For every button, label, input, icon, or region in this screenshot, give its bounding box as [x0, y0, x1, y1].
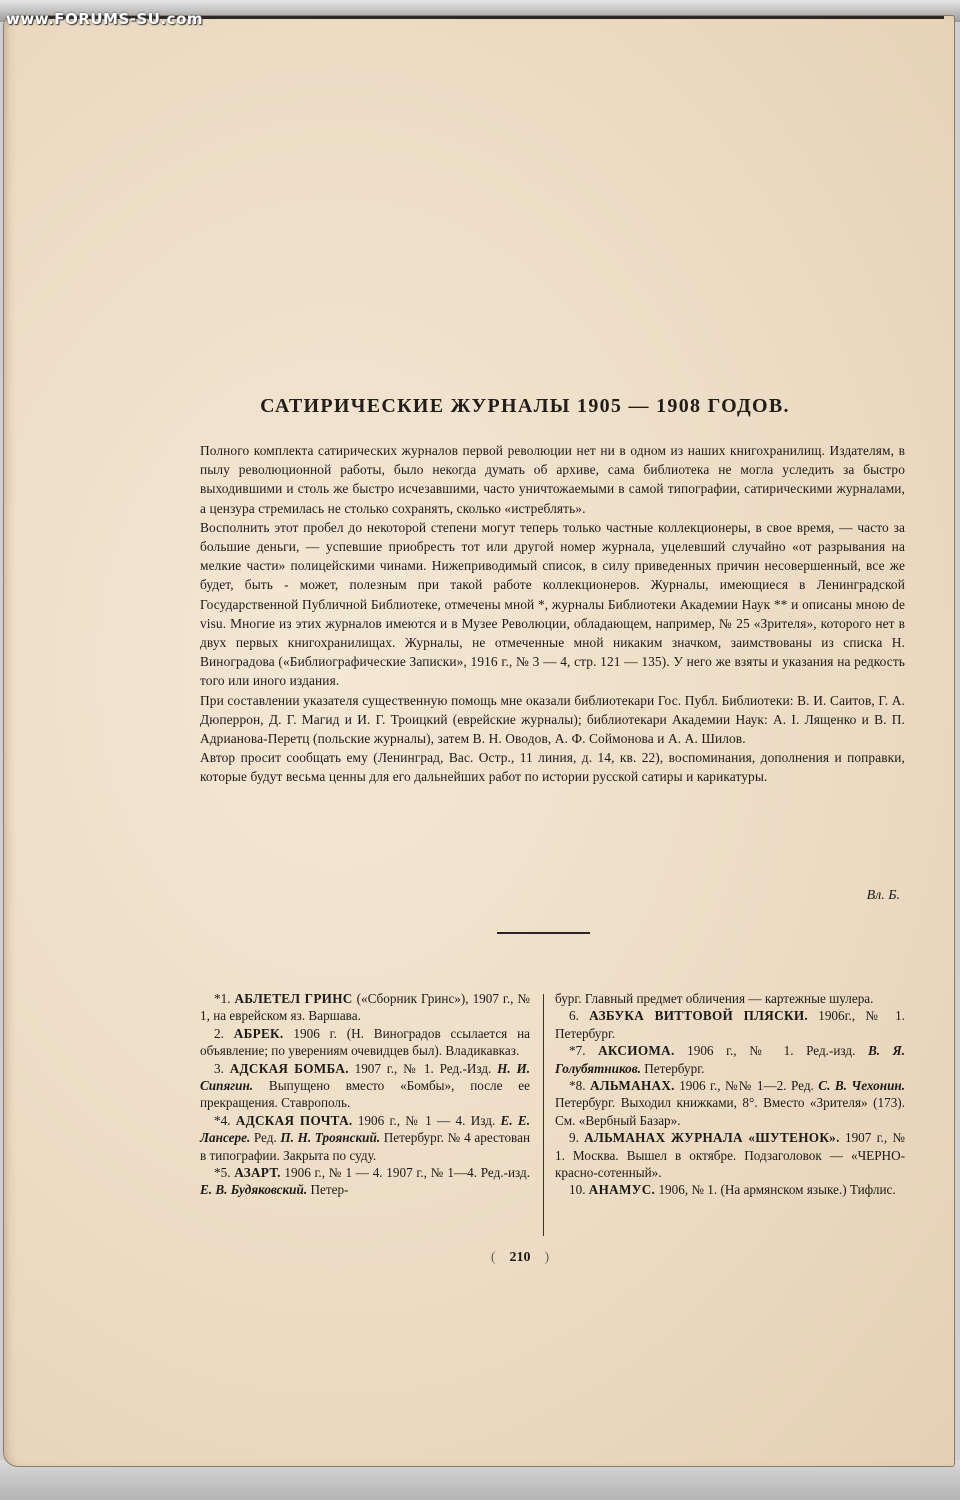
entry-text: Петербург. № 4 арестован в типографии. Закрыта по суду. [200, 1130, 531, 1163]
page-number-open-paren: ( [490, 1250, 496, 1265]
entries-left-column [200, 990, 530, 1199]
bibliography-entry [200, 1112, 530, 1164]
entry-number: 3. [214, 1060, 224, 1076]
entry-text: Выпущено вместо «Бомбы», после ее прекращения. Ставрополь. [200, 1078, 531, 1111]
entry-person: Н. И. Сипягин. [200, 1060, 531, 1094]
watermark: www.FORUMS-SU.com [6, 10, 204, 28]
entry-text: Петербург. Выходил книжками, 8°. Вместо «Зрителя» (173). См. «Вербный Базар». [555, 1095, 905, 1128]
entry-journal-name: АБРЕК. [233, 1025, 284, 1041]
page-number [470, 1250, 570, 1266]
entry-text: 1906 г. (Н. Виноградов ссылается на объявление; по уверениям очевидцев был). Владикавказ. [200, 1025, 531, 1059]
bibliography-entry [555, 1129, 905, 1181]
article-title: САТИРИЧЕСКИЕ ЖУРНАЛЫ 1905 — 1908 ГОДОВ. [260, 395, 790, 417]
entry-text: 1907 г., № 1. Москва. Вышел в октябре. Подзаголовок — «ЧЕРНО-красно-сотенный». [555, 1130, 905, 1181]
entry-journal-name: АДСКАЯ ПОЧТА. [235, 1112, 353, 1128]
entry-journal-name: АЗБУКА ВИТТОВОЙ ПЛЯСКИ. [589, 1008, 808, 1024]
entry-number: *4. [214, 1112, 231, 1128]
entry-journal-name: АБЛЕТЕЛ ГРИНС [234, 991, 353, 1006]
entry-number: *8. [569, 1078, 586, 1094]
entry-journal-name: АЛЬМАНАХ. [589, 1078, 675, 1094]
intro-text [200, 441, 905, 787]
entry-text: 1907 г., № 1. Ред.-Изд. [354, 1060, 492, 1076]
entry-text: бург. Главный предмет обличения — картежные шулера. [555, 991, 874, 1006]
intro-paragraph: При составлении указателя существенную помощь мне оказали библиотекари Гос. Публ. Библиотеки: В. И. Саитов, Г. А. Дюперрон, Д. Г. Магид и И. Г. Троицкий (еврейские журналы); библиотекари Академии Наук: А. I. Лященко и В. П. Адрианова-Перетц (польские журналы), затем В. Н. Оводов, А. Ф. Соймонова и А. А. Шилов. [200, 692, 905, 747]
bibliography-entry [555, 1042, 905, 1077]
bibliography-entry [555, 990, 905, 1007]
bibliography-entry [555, 1007, 905, 1042]
entry-text: 1906 г., № 1 — 4. 1907 г., № 1—4. Ред.-изд. [284, 1165, 531, 1181]
entry-number: *1. [214, 991, 231, 1006]
entry-number: 9. [569, 1130, 579, 1146]
page-number-close-paren: ) [544, 1250, 550, 1265]
bibliography-entry [555, 1077, 905, 1129]
bibliography-entry [200, 1060, 530, 1112]
entry-person: П. Н. Троянский. [280, 1130, 381, 1146]
bibliography-entry [200, 1025, 530, 1060]
entry-number: *5. [214, 1165, 231, 1181]
bibliography-entry [200, 1164, 530, 1199]
entry-person: Е. Е. Лансере. [200, 1112, 531, 1146]
intro-paragraph: Восполнить этот пробел до некоторой степени могут теперь только частные коллекционеры, в свое время, — часто за большие деньги, — успевшие приобресть тот или другой номер журнала, уцелевший случайно «от разрывания на мелкие части» полицейскими чинами. Нижеприводимый список, в силу приведенных причин несовершенный, все же будет, быть - может, полезным при такой работе коллекционеров. Журналы, имеющиеся в Ленинградской Государственной Публичной Библиотеке, отмечены мной *, журналы Библиотеки Академии Наук ** и описаны мною de visu. Многие из этих журналов имеются и в Музее Революции, обладающем, например, № 25 «Зрителя», которого нет в двух первых книгохранилищах. Журналы, не отмеченные мной никаким значком, заимствованы из списка Н. Виноградова («Библиографические Записки», 1916 г., № 3 — 4, стр. 121 — 135). У него же взяты и указания на редкость того или иного издания. [200, 519, 905, 689]
entry-text: 1906г., № 1. Петербург. [555, 1008, 906, 1041]
entry-person: С. В. Чехонин. [818, 1078, 906, 1094]
entry-text: Ред. [253, 1130, 277, 1146]
intro-paragraph: Автор просит сообщать ему (Ленинград, Вас. Остр., 11 линия, д. 14, кв. 22), воспоминания, дополнения и поправки, которые будут весьма ценны для его дальнейших работ по истории русской сатиры и карикатуры. [200, 750, 905, 785]
entry-person: Е. В. Будяковский. [200, 1182, 308, 1198]
bibliography-entry [200, 990, 530, 1025]
entry-text: («Сборник Гринс»), 1907 г., № 1, на еврейском яз. Варшава. [200, 991, 530, 1024]
bibliography-entry [555, 1181, 905, 1198]
entry-journal-name: АЗАРТ. [234, 1165, 281, 1181]
entry-text: Петер- [310, 1182, 349, 1198]
entry-person: В. Я. Голубятников. [555, 1043, 906, 1076]
entry-text: 1906, № 1. (На армянском языке.) Тифлис. [658, 1182, 896, 1198]
author-signature: Вл. Б. [866, 888, 900, 903]
entry-text: 1906 г., № 1 — 4. Изд. [357, 1112, 496, 1128]
entry-text: Петербург. [644, 1060, 705, 1076]
scan-background-bottom [0, 1460, 960, 1500]
entries-right-column [555, 990, 905, 1199]
entry-journal-name: АКСИОМА. [598, 1043, 675, 1059]
entry-text: 1906 г., № 1. Ред.-изд. [687, 1043, 856, 1059]
section-divider [497, 932, 590, 934]
entry-number: 6. [569, 1008, 579, 1024]
column-rule [543, 994, 544, 1236]
entry-number: 10. [569, 1182, 586, 1198]
entry-number: *7. [569, 1043, 586, 1059]
entry-text: 1906 г., №№ 1—2. Ред. [679, 1078, 814, 1094]
entry-journal-name: АЛЬМАНАХ ЖУРНАЛА «ШУТЕНОК». [584, 1130, 840, 1146]
entry-journal-name: АДСКАЯ БОМБА. [229, 1060, 349, 1076]
entry-number: 2. [214, 1025, 224, 1041]
intro-paragraph: Полного комплекта сатирических журналов первой революции нет ни в одном из наших книгохранилищ. Издателям, в пылу революционной работы, было некогда думать об архиве, сама библиотека не могла уследить за быстро выходившими и столь же быстро исчезавшими, часто уничтожаемыми в самой типографии, сатирическими журналами, а цензура стремилась не столько сохранять, сколько «истреблять». [200, 443, 905, 516]
page-number-value: 210 [509, 1250, 531, 1265]
entry-journal-name: АНАМУС. [588, 1182, 656, 1198]
